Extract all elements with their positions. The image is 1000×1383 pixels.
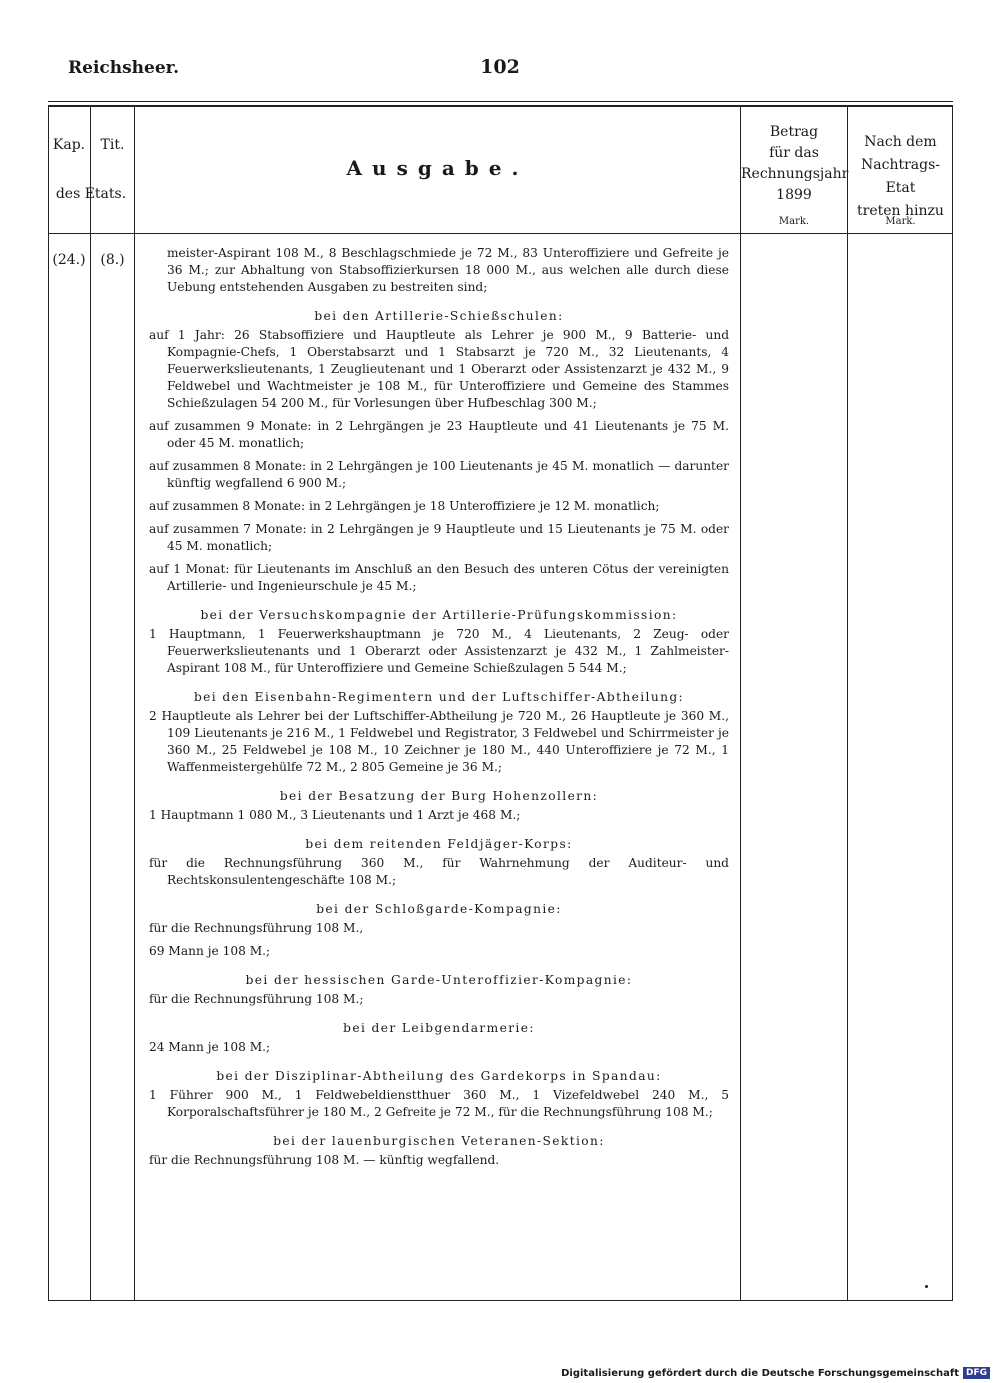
section-paragraph: auf zusammen 8 Monate: in 2 Lehrgängen je 100 Lieutenants je 45 M. monatlich — darunter künftig wegfallend 6 900 M.; <box>149 459 729 490</box>
column-divider <box>952 107 953 1300</box>
section-paragraph: 1 Hauptmann, 1 Feuerwerkshauptmann je 720 M., 4 Lieutenants, 2 Zeug- oder Feuerwerkslieutenants und 1 Oberarzt oder Assistenzarzt je 432 M., 1 Zahlmeister-Aspirant 108 M., für Unteroffiziere und Gemeine Schießzulagen 5 544 M.; <box>149 627 729 675</box>
column-divider <box>48 107 49 1300</box>
mark-unit: Mark. <box>885 216 916 227</box>
betrag-line: für das <box>769 145 819 161</box>
column-divider <box>847 107 848 1300</box>
tit-value: (8.) <box>100 252 125 268</box>
nachtrag-line: treten hinzu <box>857 203 944 219</box>
nachtrag-line: Nach dem <box>864 134 937 150</box>
page-number: 102 <box>480 56 520 78</box>
section-paragraph: auf zusammen 7 Monate: in 2 Lehrgängen je 9 Hauptleute und 15 Lieutenants je 75 M. oder 45 M. monatlich; <box>149 522 729 553</box>
section-paragraph: für die Rechnungsführung 108 M.; <box>149 992 364 1006</box>
column-divider <box>90 107 91 1300</box>
section-paragraph: für die Rechnungsführung 108 M., <box>149 921 364 935</box>
bottom-rule <box>48 1300 953 1301</box>
section-paragraph: auf 1 Jahr: 26 Stabsoffiziere und Hauptleute als Lehrer je 900 M., 9 Batterie- und Kompagnie-Chefs, 1 Oberstabsarzt und 1 Stabsarzt je 720 M., 32 Lieutenants, 4 Feuerwerkslieutenants, 1 Zeuglieutenant und 1 Oberarzt oder Assistenzarzt je 432 M., 9 Feldwebel und Wachtmeister je 108 M., für Unteroffiziere und Gemeine des Stammes Schießzulagen 54 200 M., für Vorlesungen über Hufbeschlag 300 M.; <box>149 328 729 410</box>
section-heading: bei den Eisenbahn-Regimentern und der Luftschiffer-Abtheilung: <box>193 690 685 704</box>
column-head-nachtrag <box>848 131 953 223</box>
section-heading: bei der hessischen Garde-Unteroffizier-Kompagnie: <box>245 973 633 987</box>
mark-unit: Mark. <box>778 216 810 227</box>
column-head-tit: Tit. <box>100 137 125 153</box>
intro-paragraph: meister-Aspirant 108 M., 8 Beschlagschmiede je 72 M., 83 Unteroffiziere und Gefreite je 36 M.; zur Abhaltung von Stabsoffizierkursen 18 000 M., aus welchen alle durch diese Uebung entstehenden Ausgaben zu bestreiten sind; <box>167 246 729 294</box>
column-divider <box>134 107 135 1300</box>
nachtrag-line: Nachtrags-Etat <box>861 157 940 196</box>
section-heading: bei der lauenburgischen Veteranen-Sektion: <box>273 1134 605 1148</box>
column-divider <box>740 107 741 1300</box>
section-heading: bei der Leibgendarmerie: <box>343 1021 535 1035</box>
section-heading: bei der Disziplinar-Abtheilung des Gardekorps in Spandau: <box>216 1069 662 1083</box>
section-paragraph: 24 Mann je 108 M.; <box>149 1040 271 1054</box>
body-text <box>149 245 729 1175</box>
section-paragraph: 1 Führer 900 M., 1 Feldwebeldienstthuer 360 M., 1 Vizefeldwebel 240 M., 5 Korporalschaftsführer je 180 M., 2 Gefreite je 72 M., für die Rechnungsführung 108 M.; <box>149 1088 729 1119</box>
top-rule <box>48 101 953 102</box>
section-heading: bei der Versuchskompagnie der Artillerie-Prüfungskommission: <box>200 608 678 622</box>
stray-mark <box>925 1285 928 1288</box>
column-head-etats: des Etats. <box>55 186 127 202</box>
section-paragraph: 1 Hauptmann 1 080 M., 3 Lieutenants und 1 Arzt je 468 M.; <box>149 808 521 822</box>
footer <box>561 1367 990 1379</box>
section-paragraph: für die Rechnungsführung 360 M., für Wahrnehmung der Auditeur- und Rechtskonsulentengeschäfte 108 M.; <box>149 856 729 887</box>
betrag-line: Betrag <box>769 124 819 140</box>
betrag-line: 1899 <box>776 187 812 203</box>
column-head-ausgabe: Ausgabe. <box>346 156 529 180</box>
section-paragraph: 2 Hauptleute als Lehrer bei der Luftschiffer-Abtheilung je 720 M., 26 Hauptleute je 360 M., 109 Lieutenants je 216 M., 1 Feldwebel und Registrator, 3 Feldwebel und Schirrmeister je 360 M., 25 Feldwebel je 108 M., 10 Zeichner je 180 M., 440 Unteroffiziere je 72 M., 1 Waffenmeistergehülfe 72 M., 2 805 Gemeine je 36 M.; <box>149 709 729 774</box>
section-heading: bei dem reitenden Feldjäger-Korps: <box>305 837 573 851</box>
kap-value: (24.) <box>52 252 86 268</box>
header-rule <box>48 233 953 234</box>
running-head: Reichsheer. <box>68 58 179 78</box>
section-paragraph: auf zusammen 8 Monate: in 2 Lehrgängen je 18 Unteroffiziere je 12 M. monatlich; <box>149 499 660 513</box>
section-heading: bei der Besatzung der Burg Hohenzollern: <box>279 789 599 803</box>
section-paragraph: 69 Mann je 108 M.; <box>149 944 271 958</box>
section-paragraph: für die Rechnungsführung 108 M. — künftig wegfallend. <box>149 1153 500 1167</box>
section-heading: bei den Artillerie-Schießschulen: <box>314 309 564 323</box>
dfg-logo: DFG <box>963 1367 990 1379</box>
section-paragraph: auf 1 Monat: für Lieutenants im Anschluß an den Besuch des unteren Cötus der vereinigten Artillerie- und Ingenieurschule je 45 M.; <box>149 562 729 593</box>
section-paragraph: auf zusammen 9 Monate: in 2 Lehrgängen je 23 Hauptleute und 41 Lieutenants je 75 M. oder 45 M. monatlich; <box>149 419 729 450</box>
column-head-kap: Kap. <box>52 137 86 153</box>
betrag-line: Rechnungsjahr <box>741 166 849 182</box>
footer-text: Digitalisierung gefördert durch die Deutsche Forschungsgemeinschaft <box>561 1367 959 1379</box>
section-heading: bei der Schloßgarde-Kompagnie: <box>316 902 562 916</box>
top-rule-thick <box>48 105 953 107</box>
column-head-betrag <box>741 122 847 206</box>
